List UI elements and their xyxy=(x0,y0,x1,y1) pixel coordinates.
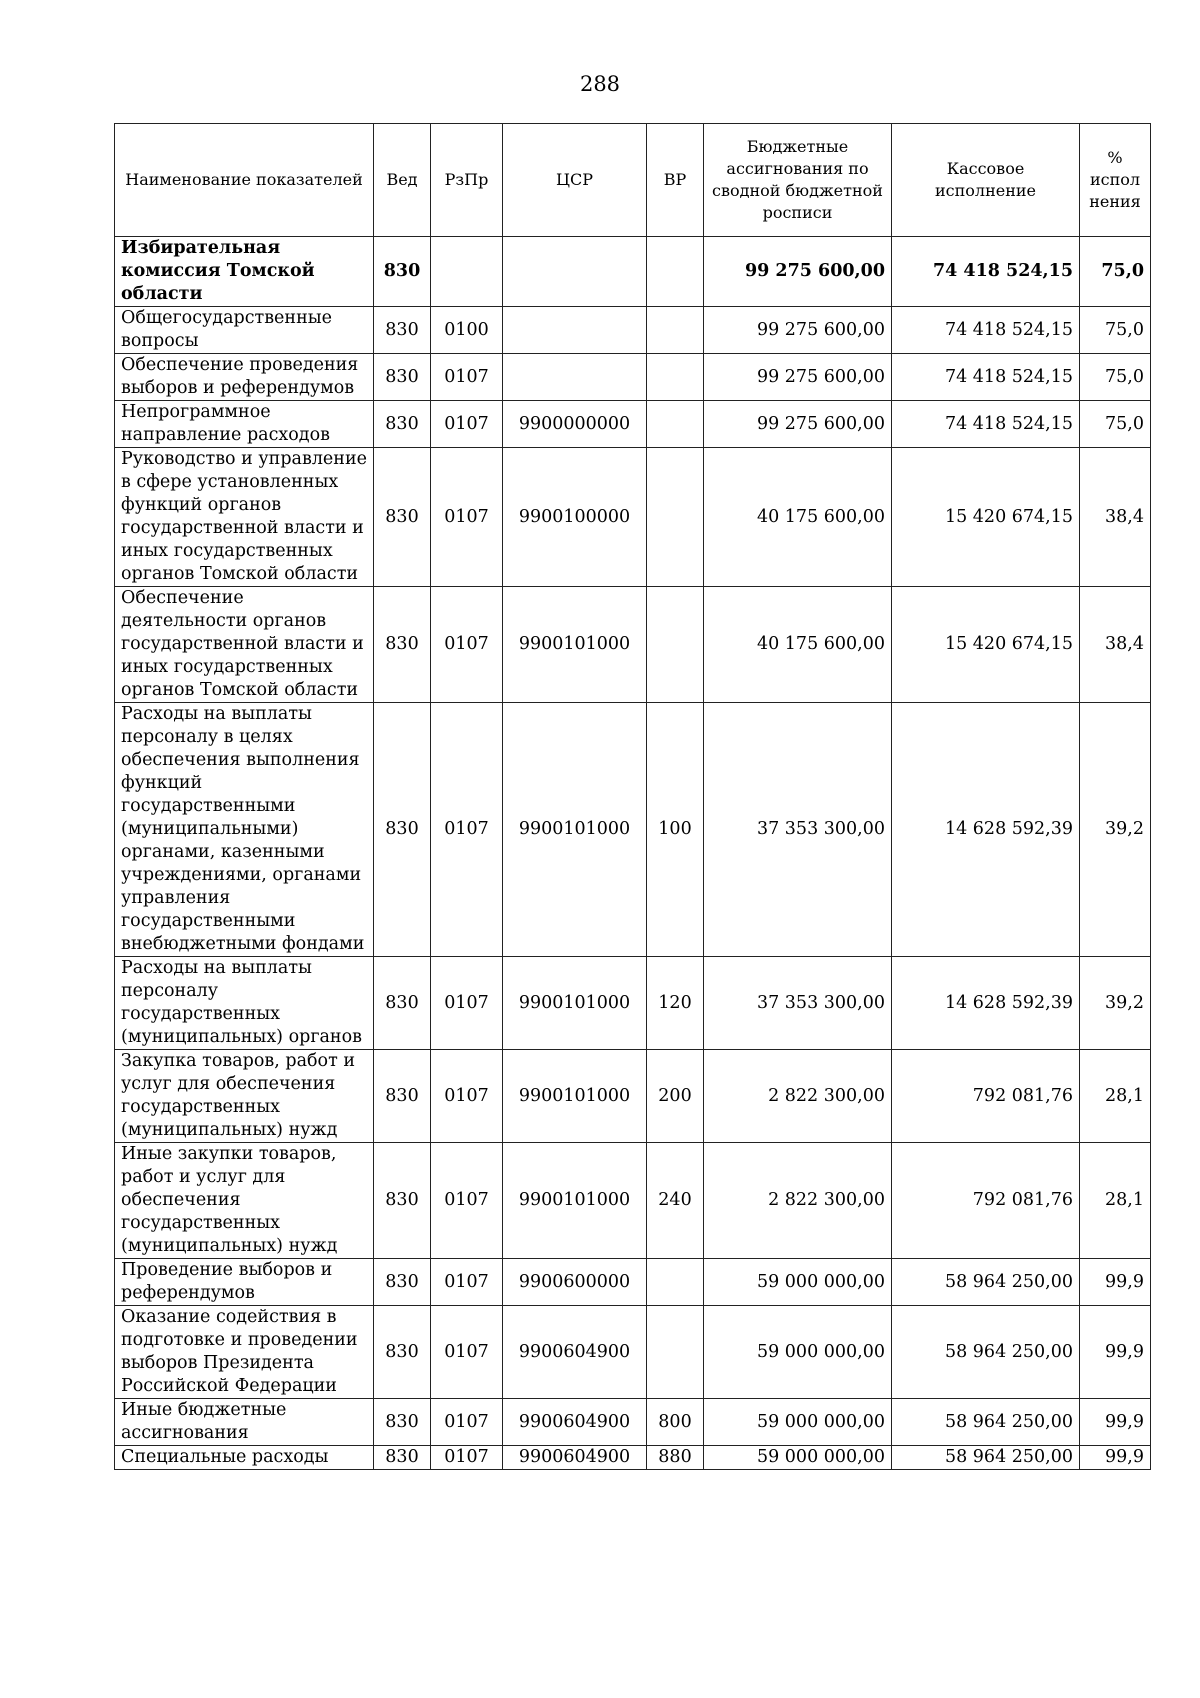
cell-vr xyxy=(647,307,704,354)
cell-rzpr: 0107 xyxy=(431,1446,503,1470)
cell-cash: 58 964 250,00 xyxy=(892,1446,1080,1470)
cell-cash: 58 964 250,00 xyxy=(892,1399,1080,1446)
cell-name: Расходы на выплаты персоналу государственных (муниципальных) органов xyxy=(115,957,374,1050)
cell-ved: 830 xyxy=(374,307,431,354)
page-number: 288 xyxy=(579,72,621,96)
cell-name: Иные закупки товаров, работ и услуг для обеспечения государственных (муниципальных) нужд xyxy=(115,1143,374,1259)
cell-name: Специальные расходы xyxy=(115,1446,374,1470)
cell-rzpr: 0107 xyxy=(431,1143,503,1259)
cell-csr xyxy=(503,237,647,307)
header-rzpr: РзПр xyxy=(431,124,503,237)
header-name: Наименование показателей xyxy=(115,124,374,237)
cell-cash: 792 081,76 xyxy=(892,1050,1080,1143)
cell-name: Обеспечение деятельности органов государственной власти и иных государственных органов Томской области xyxy=(115,587,374,703)
cell-budget: 37 353 300,00 xyxy=(704,703,892,957)
cell-budget: 37 353 300,00 xyxy=(704,957,892,1050)
cell-vr: 240 xyxy=(647,1143,704,1259)
cell-ved: 830 xyxy=(374,354,431,401)
cell-cash: 15 420 674,15 xyxy=(892,587,1080,703)
cell-percent: 75,0 xyxy=(1080,401,1151,448)
cell-ved: 830 xyxy=(374,1306,431,1399)
table-row xyxy=(115,1399,1151,1446)
cell-vr xyxy=(647,354,704,401)
cell-ved: 830 xyxy=(374,703,431,957)
table-row xyxy=(115,1143,1151,1259)
cell-rzpr: 0107 xyxy=(431,1050,503,1143)
cell-vr xyxy=(647,1259,704,1306)
cell-ved: 830 xyxy=(374,1143,431,1259)
cell-ved: 830 xyxy=(374,587,431,703)
table-row xyxy=(115,1306,1151,1399)
header-budget: Бюджетные ассигнования по сводной бюджетной росписи xyxy=(704,124,892,237)
cell-name: Оказание содействия в подготовке и проведении выборов Президента Российской Федерации xyxy=(115,1306,374,1399)
cell-budget: 99 275 600,00 xyxy=(704,307,892,354)
cell-cash: 74 418 524,15 xyxy=(892,401,1080,448)
cell-budget: 40 175 600,00 xyxy=(704,587,892,703)
cell-vr xyxy=(647,237,704,307)
cell-percent: 99,9 xyxy=(1080,1446,1151,1470)
cell-name: Руководство и управление в сфере установленных функций органов государственной власти и иных государственных органов Томской области xyxy=(115,448,374,587)
cell-ved: 830 xyxy=(374,1050,431,1143)
cell-cash: 74 418 524,15 xyxy=(892,307,1080,354)
table-row xyxy=(115,401,1151,448)
cell-percent: 99,9 xyxy=(1080,1399,1151,1446)
cell-csr xyxy=(503,354,647,401)
cell-csr: 9900100000 xyxy=(503,448,647,587)
cell-percent: 38,4 xyxy=(1080,587,1151,703)
cell-csr: 9900604900 xyxy=(503,1399,647,1446)
cell-csr: 9900101000 xyxy=(503,703,647,957)
cell-vr: 200 xyxy=(647,1050,704,1143)
table-row xyxy=(115,1446,1151,1470)
budget-table xyxy=(114,123,1151,1470)
cell-ved: 830 xyxy=(374,401,431,448)
cell-rzpr: 0107 xyxy=(431,703,503,957)
table-row xyxy=(115,448,1151,587)
cell-vr: 800 xyxy=(647,1399,704,1446)
cell-percent: 39,2 xyxy=(1080,957,1151,1050)
cell-rzpr: 0107 xyxy=(431,401,503,448)
cell-percent: 75,0 xyxy=(1080,237,1151,307)
cell-cash: 792 081,76 xyxy=(892,1143,1080,1259)
table-row xyxy=(115,1259,1151,1306)
cell-name: Общегосударственные вопросы xyxy=(115,307,374,354)
cell-budget: 59 000 000,00 xyxy=(704,1399,892,1446)
table-row xyxy=(115,703,1151,957)
cell-vr: 100 xyxy=(647,703,704,957)
cell-csr: 9900000000 xyxy=(503,401,647,448)
cell-budget: 2 822 300,00 xyxy=(704,1050,892,1143)
cell-vr xyxy=(647,448,704,587)
cell-name: Расходы на выплаты персоналу в целях обеспечения выполнения функций государственными (муниципальными) органами, казенными учреждениями, органами управления государственными внебюджетными фондами xyxy=(115,703,374,957)
table-row xyxy=(115,354,1151,401)
cell-percent: 99,9 xyxy=(1080,1259,1151,1306)
cell-budget: 99 275 600,00 xyxy=(704,354,892,401)
cell-percent: 38,4 xyxy=(1080,448,1151,587)
header-percent: % испол нения xyxy=(1080,124,1151,237)
cell-name: Избирательная комиссия Томской области xyxy=(115,237,374,307)
cell-rzpr xyxy=(431,237,503,307)
table-row xyxy=(115,957,1151,1050)
cell-rzpr: 0107 xyxy=(431,1259,503,1306)
table-row xyxy=(115,1050,1151,1143)
cell-vr: 120 xyxy=(647,957,704,1050)
cell-vr xyxy=(647,401,704,448)
cell-ved: 830 xyxy=(374,1446,431,1470)
cell-csr: 9900600000 xyxy=(503,1259,647,1306)
cell-name: Непрограммное направление расходов xyxy=(115,401,374,448)
cell-ved: 830 xyxy=(374,957,431,1050)
cell-csr: 9900101000 xyxy=(503,1050,647,1143)
header-ved: Вед xyxy=(374,124,431,237)
table-header-row xyxy=(115,124,1151,237)
cell-budget: 59 000 000,00 xyxy=(704,1306,892,1399)
cell-name: Обеспечение проведения выборов и референдумов xyxy=(115,354,374,401)
cell-name: Проведение выборов и референдумов xyxy=(115,1259,374,1306)
cell-rzpr: 0107 xyxy=(431,957,503,1050)
cell-ved: 830 xyxy=(374,448,431,587)
cell-cash: 74 418 524,15 xyxy=(892,354,1080,401)
table-row xyxy=(115,307,1151,354)
cell-rzpr: 0107 xyxy=(431,587,503,703)
cell-csr: 9900101000 xyxy=(503,957,647,1050)
table-row xyxy=(115,237,1151,307)
cell-budget: 99 275 600,00 xyxy=(704,237,892,307)
cell-csr: 9900101000 xyxy=(503,1143,647,1259)
cell-cash: 58 964 250,00 xyxy=(892,1306,1080,1399)
cell-rzpr: 0107 xyxy=(431,1306,503,1399)
cell-name: Закупка товаров, работ и услуг для обеспечения государственных (муниципальных) нужд xyxy=(115,1050,374,1143)
cell-percent: 28,1 xyxy=(1080,1143,1151,1259)
cell-csr: 9900604900 xyxy=(503,1446,647,1470)
cell-rzpr: 0107 xyxy=(431,1399,503,1446)
cell-cash: 14 628 592,39 xyxy=(892,703,1080,957)
cell-ved: 830 xyxy=(374,1399,431,1446)
header-vr: ВР xyxy=(647,124,704,237)
cell-vr xyxy=(647,1306,704,1399)
cell-cash: 58 964 250,00 xyxy=(892,1259,1080,1306)
header-csr: ЦСР xyxy=(503,124,647,237)
cell-budget: 99 275 600,00 xyxy=(704,401,892,448)
cell-rzpr: 0100 xyxy=(431,307,503,354)
cell-budget: 2 822 300,00 xyxy=(704,1143,892,1259)
cell-percent: 99,9 xyxy=(1080,1306,1151,1399)
cell-budget: 59 000 000,00 xyxy=(704,1446,892,1470)
cell-percent: 28,1 xyxy=(1080,1050,1151,1143)
cell-csr: 9900604900 xyxy=(503,1306,647,1399)
cell-ved: 830 xyxy=(374,237,431,307)
cell-cash: 15 420 674,15 xyxy=(892,448,1080,587)
cell-csr: 9900101000 xyxy=(503,587,647,703)
cell-vr xyxy=(647,587,704,703)
cell-rzpr: 0107 xyxy=(431,448,503,587)
cell-cash: 74 418 524,15 xyxy=(892,237,1080,307)
cell-cash: 14 628 592,39 xyxy=(892,957,1080,1050)
cell-budget: 59 000 000,00 xyxy=(704,1259,892,1306)
cell-ved: 830 xyxy=(374,1259,431,1306)
table-row xyxy=(115,587,1151,703)
cell-percent: 75,0 xyxy=(1080,307,1151,354)
cell-budget: 40 175 600,00 xyxy=(704,448,892,587)
cell-rzpr: 0107 xyxy=(431,354,503,401)
cell-vr: 880 xyxy=(647,1446,704,1470)
cell-percent: 39,2 xyxy=(1080,703,1151,957)
cell-percent: 75,0 xyxy=(1080,354,1151,401)
cell-csr xyxy=(503,307,647,354)
header-cash: Кассовое исполнение xyxy=(892,124,1080,237)
cell-name: Иные бюджетные ассигнования xyxy=(115,1399,374,1446)
